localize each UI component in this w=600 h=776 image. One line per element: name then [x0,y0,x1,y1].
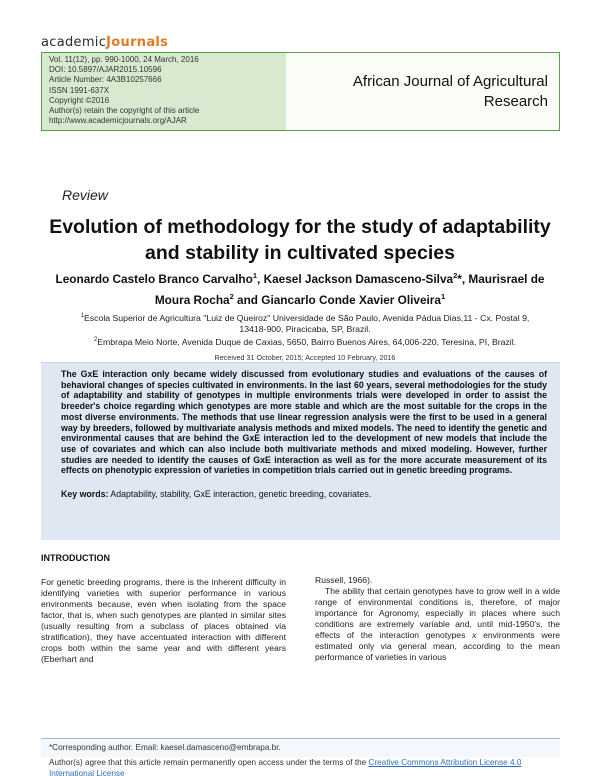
corresponding-author-text: *Corresponding author. Email: kaesel.damasceno@embrapa.br. [49,743,281,752]
keywords-text: Adaptability, stability, GxE interaction, genetic breeding, covariates. [108,489,372,500]
affil-1-mark: 1 [80,313,85,319]
license-link[interactable]: Creative Commons Attribution License 4.0 International License [49,758,522,776]
title-line2: and stability in cultivated species [145,242,455,264]
author-3-cont: Moura Rocha [154,292,230,307]
abstract-box [41,362,560,540]
meta-copyright: Copyright ©2016 [49,95,110,105]
para2-end: environments were estimated only via general mean, according to the mean performance of varieties in various [315,630,560,662]
para2-x: x [472,630,477,640]
author-4: and Giancarlo Conde Xavier Oliveira [233,292,441,307]
license-note [41,752,560,776]
corresponding-mark: * [457,271,462,286]
author-4-affil: 1 [440,291,446,301]
article-header-box [41,52,560,131]
journal-name-line1: African Journal of Agricultural [352,73,548,90]
logo-part-journals: Journals [106,35,169,50]
meta-volume: Vol. 11(12), pp. 990-1000, 24 March, 2016 [49,55,199,64]
journal-name [353,72,548,112]
meta-article-number: Article Number: 4A3B10257666 [49,75,162,85]
keywords-label: Key words: [61,489,109,500]
title-line1: Evolution of methodology for the study of adaptability [49,216,551,238]
author-2: , Kaesel Jackson Damasceno-Silva [257,271,454,286]
intro-paragraph-1: For genetic breeding programs, there is the inherent difficulty in identifying varieties with superior performance in various environments because, even when isolating from the space factor, that is, when such genotypes are planted in similar sites (usually resulting from a subclass of places obtained via stratification), they have accentuated interaction with different crops both within the same year and with different years (Eberhart and [41,577,286,664]
keywords [61,489,547,500]
author-1-affil: 1 [252,271,258,280]
meta-doi: DOI: 10.5897/AJAR2015.10596 [49,65,162,75]
affil-2-mark: 2 [93,336,98,343]
intro-paragraph-1-end: Russell, 1966). [315,575,373,585]
intro-paragraph-2 [315,586,560,663]
introduction-heading: INTRODUCTION [41,553,110,563]
article-type: Review [62,187,108,203]
author-2-affil: 2 [453,271,458,280]
journal-name-line2: Research [483,93,548,110]
journal-logo [41,35,168,50]
abstract-text: The GxE interaction only became widely discussed from evolutionary studies and evaluations of the causes of behavioral changes of species cultivated in environments. In the last 60 years, several methodologies for the study of adaptability and stability of genotypes in multiple environments trials were developed in order to assist the breeder's choice regarding which genotypes are more stable and which are the most suitable for the crops in the most diverse environments. The methods that use linear regression analysis were the first to be used in a general way by breeders, followed by multivariate analysis methods and mixed models. The need to identify the genetic and environmental causes that are behind the GxE interaction led to the development of new models that include the use of covariates and which can also include both multivariate methods and mixed modeling. However, further studies are needed to identify the causes of GxE interaction as well as for the more accurate measurement of its effects on phenotypic expression of varieties in competition trials carried out in genetic breeding programs. [61,369,547,476]
affil-1: Escola Superior de Agricultura "Luiz de Queiroz" Universidade de São Paulo, Avenida Pádua Dias,11 - Cx. Postal 9, [84,312,530,323]
affiliations [40,311,570,348]
received-dates: Received 31 October, 2015; Accepted 10 February, 2016 [214,353,396,362]
affil-2: Embrapa Meio Norte, Avenida Duque de Caxias, 5650, Bairro Buenos Aires, 64,006-220, Teresina, PI, Brazil. [97,336,517,347]
meta-issn: ISSN 1991-637X [49,85,110,95]
meta-url[interactable]: http://www.academicjournals.org/AJAR [49,116,187,126]
author-3: , Maurisrael de [461,271,545,286]
article-title [40,214,560,266]
author-1: Leonardo Castelo Branco Carvalho [55,271,253,286]
body-column-right [315,575,560,663]
author-list [50,267,550,309]
logo-part-academic: academic [41,35,107,50]
meta-rights: Author(s) retain the copyright of this article [49,106,200,116]
affil-1-cont: 13418-900, Piracicaba, SP, Brazil. [239,323,371,334]
author-3-affil: 2 [229,291,234,301]
license-text: Author(s) agree that this article remain permanently open access under the terms of the [49,758,369,767]
article-meta [42,53,286,130]
para2-start: The ability that certain genotypes have to grow well in a wide range of environmental conditions is, therefore, of major importance for Agronomy, especially in places where such conditions are extremely variable and, until mid-1950's, the effects of the interaction genotypes [315,586,560,640]
body-column-left [41,577,286,665]
